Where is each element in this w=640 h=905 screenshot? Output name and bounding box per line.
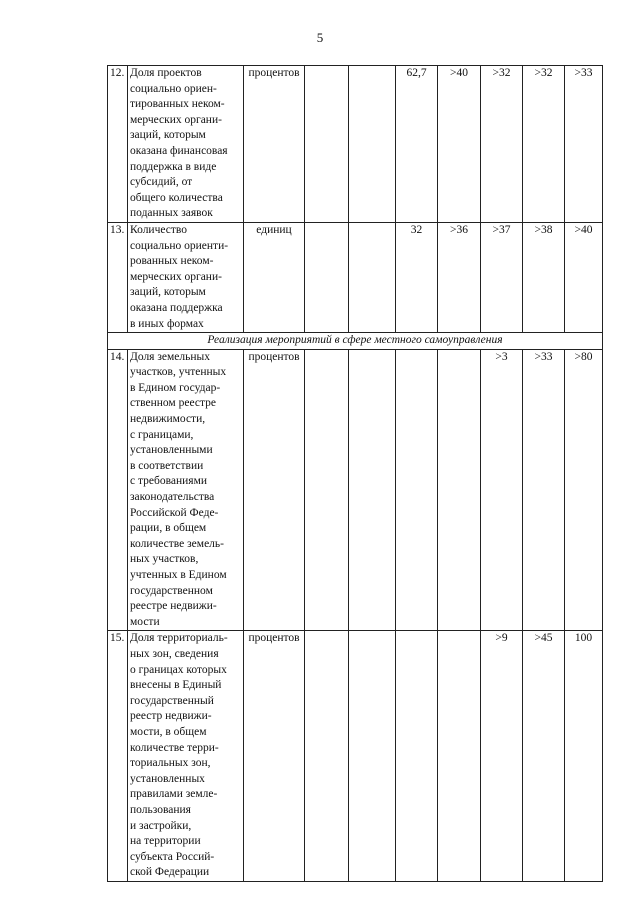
indicator-name-line: недвижимости, [130,413,206,426]
indicator-name-line: установленными [130,444,213,457]
value-cell [305,66,349,223]
indicator-name-line: законодательства [130,491,215,504]
value-cell: >80 [565,349,603,631]
indicator-name-line: установленных [130,772,205,785]
value-cell [438,631,481,882]
indicator-name-line: рованных неком- [130,255,214,268]
indicator-name [128,631,244,882]
indicator-name [128,66,244,223]
unit-cell: единиц [244,222,305,332]
row-number: 12. [108,66,128,223]
indicator-name-line: тированных неком- [130,98,225,111]
indicator-name-line: Количество [130,223,187,236]
indicator-name-line: поданных заявок [130,207,213,220]
indicator-name-line: мерческих органи- [130,270,222,283]
indicator-name-line: социально ориенти- [130,239,229,252]
row-number: 13. [108,222,128,332]
indicator-name-line: ториальных зон, [130,757,211,770]
value-cell [396,631,438,882]
table-row [108,631,603,882]
indicator-name-line: участков, учтенных [130,366,227,379]
value-cell: 62,7 [396,66,438,223]
indicator-name-line: внесены в Единый [130,679,222,692]
indicator-name-line: поддержка в виде [130,160,217,173]
page-number: 5 [316,30,324,45]
value-cell [305,349,349,631]
indicator-name-line: реестре недвижи- [130,600,217,613]
value-cell [349,631,396,882]
indicator-name-line: Российской Феде- [130,506,219,519]
value-cell: >9 [481,631,523,882]
indicator-name-line: ственном реестре [130,397,216,410]
value-cell: >36 [438,222,481,332]
value-cell [396,349,438,631]
value-cell [349,66,396,223]
indicator-name-line: Доля земельных [130,350,210,363]
indicator-name-line: с границами, [130,428,194,441]
indicator-name-line: заций, которым [130,129,206,142]
value-cell [438,349,481,631]
indicator-name-line: Доля территориаль- [130,632,228,645]
indicator-name-line: оказана поддержка [130,301,223,314]
indicator-name-line: мости, в общем [130,725,207,738]
value-cell: >40 [565,222,603,332]
indicator-name-line: государственный [130,694,214,707]
row-number: 15. [108,631,128,882]
indicator-name-line: субъекта Россий- [130,850,215,863]
indicator-name-line: и застройки, [130,819,192,832]
indicator-name-line: ных участков, [130,553,199,566]
indicator-name-line: учтенных в Едином [130,569,227,581]
value-cell: 32 [396,222,438,332]
indicator-name-line: общего количества [130,191,223,204]
value-cell: >37 [481,222,523,332]
indicator-name-line: в иных формах [130,317,204,330]
indicators-table [107,65,603,882]
value-cell: >38 [523,222,565,332]
indicator-name-line: о границах которых [130,663,227,676]
indicator-name-line: заций, которым [130,286,206,299]
indicator-name-line: в соответствии [130,459,204,472]
value-cell: 100 [565,631,603,882]
indicator-name-line: Доля проектов [130,67,202,79]
value-cell [305,631,349,882]
unit-cell: процентов [244,349,305,631]
indicator-name-line: рации, в общем [130,522,207,535]
table-row [108,66,603,223]
value-cell: >45 [523,631,565,882]
section-heading: Реализация мероприятий в сфере местного самоуправления [108,333,603,350]
row-number: 14. [108,349,128,631]
indicator-name [128,349,244,631]
value-cell: >3 [481,349,523,631]
value-cell: >40 [438,66,481,223]
indicator-name-line: мерческих органи- [130,113,222,126]
unit-cell: процентов [244,631,305,882]
indicator-name-line: социально ориен- [130,82,217,95]
indicator-name-line: оказана финансовая [130,144,228,157]
indicator-name-line: субсидий, от [130,176,193,189]
value-cell: >32 [481,66,523,223]
indicator-name-line: на территории [130,835,201,848]
indicator-name-line: пользования [130,803,191,816]
section-row [108,333,603,350]
indicator-name [128,222,244,332]
table-row [108,349,603,631]
table-body [108,66,603,882]
indicator-name-line: количестве земель- [130,537,224,550]
indicator-name-line: с требованиями [130,475,208,488]
indicator-name-line: правилами земле- [130,788,218,801]
indicator-name-line: мости [130,615,160,628]
indicator-name-line: количестве терри- [130,741,219,754]
value-cell: >33 [565,66,603,223]
indicator-name-line: ской Федерации [130,866,210,879]
value-cell [349,349,396,631]
unit-cell: процентов [244,66,305,223]
value-cell: >33 [523,349,565,631]
value-cell: >32 [523,66,565,223]
indicator-name-line: реестр недвижи- [130,710,212,723]
value-cell [305,222,349,332]
table-row [108,222,603,332]
indicator-name-line: ных зон, сведения [130,647,219,660]
indicator-name-line: государственном [130,584,213,597]
value-cell [349,222,396,332]
indicator-name-line: в Едином государ- [130,381,221,394]
